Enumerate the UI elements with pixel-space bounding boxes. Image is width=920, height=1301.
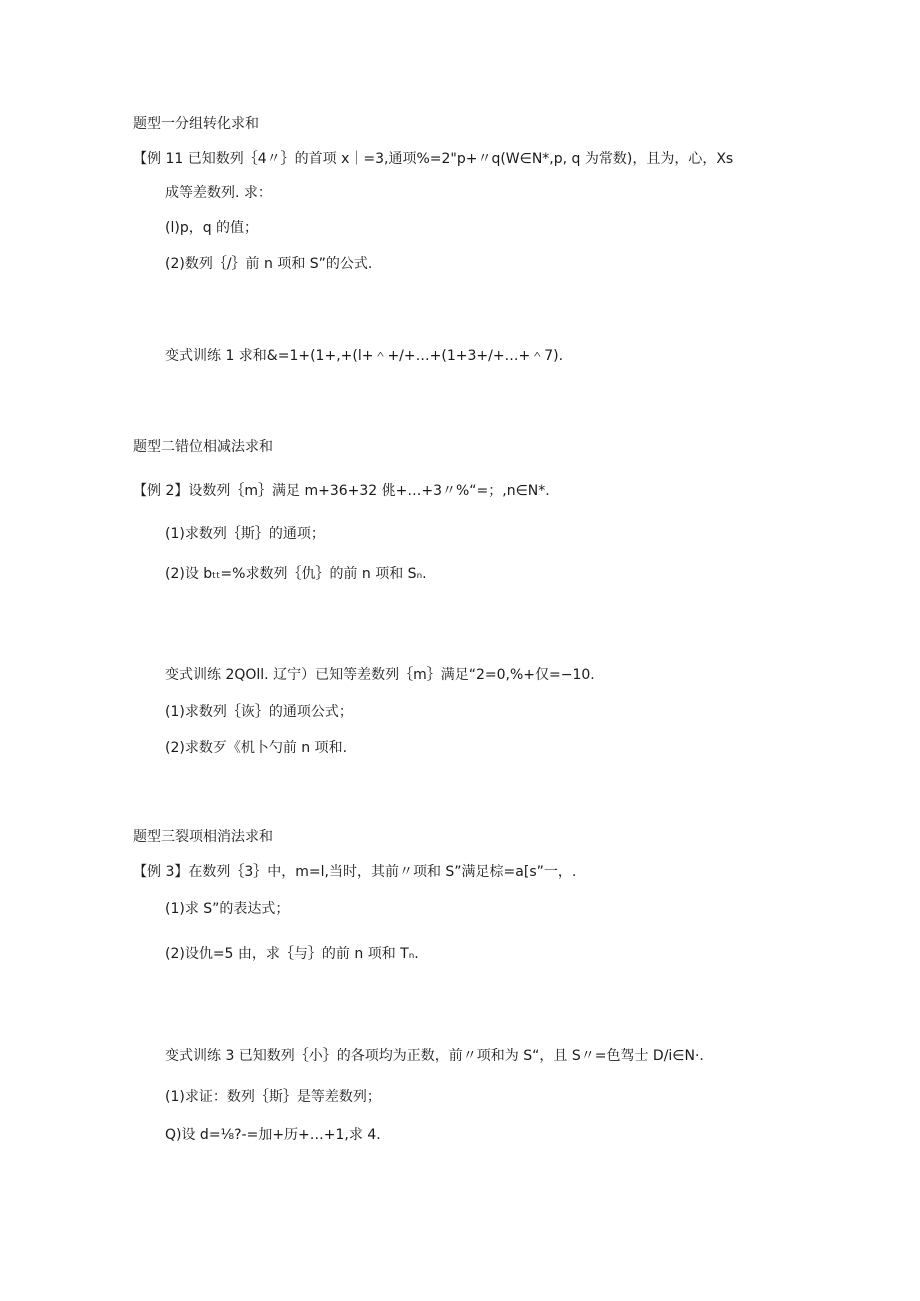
exercise-part: (1)求证：数列｛斯｝是等差数列； [165, 1089, 381, 1105]
section-heading: 题型一分组转化求和 [133, 116, 259, 132]
exercise-line: 变式训练 1 求和&=1+(1+,+(l+＾+/+…+(1+3+/+…+＾7). [165, 348, 564, 364]
example-line: 【例 11 已知数列｛4〃｝的首项 x｜=3,通项%=2"p+〃q(W∈N*,p, q 为常数)，且为，心，Xs [133, 151, 734, 167]
example-part: (1)求 S”的表达式； [165, 901, 290, 917]
example-part: (2)数列｛/｝前 n 项和 S”的公式. [165, 256, 373, 272]
section-heading: 题型二错位相减法求和 [133, 439, 273, 455]
section-heading: 题型三裂项相消法求和 [133, 829, 273, 845]
exercise-part: (1)求数列｛诙｝的通项公式； [165, 704, 353, 720]
exercise-line: 变式训练 3 已知数列｛小｝的各项均为正数，前〃项和为 S“，且 S〃=色驾士 D/i∈N·. [165, 1048, 704, 1064]
example-line: 成等差数列. 求： [165, 185, 272, 201]
example-line: 【例 3】在数列｛3｝中，m=l,当时，其前〃项和 S”满足棕=a[s”一，. [133, 864, 577, 880]
exercise-line: 变式训练 2QOll. 辽宁）已知等差数列｛m｝满足“2=0,%+仅=−10. [165, 667, 595, 683]
exercise-part: (2)求数歹《机卜勺前 n 项和. [165, 740, 348, 756]
example-part: (2)设 bₜₜ=%求数列｛仇｝的前 n 项和 Sₙ. [165, 566, 427, 582]
example-part: (l)p，q 的值； [165, 220, 259, 236]
example-part: (1)求数列｛斯｝的通项； [165, 526, 325, 542]
exercise-part: Q)设 d=⅛?-=加+历+…+1,求 4. [165, 1127, 381, 1143]
example-line: 【例 2】设数列｛m｝满足 m+36+32 佻+…+3〃%“=；,n∈N*. [133, 483, 550, 499]
example-part: (2)设仇=5 由，求｛与｝的前 n 项和 Tₙ. [165, 946, 419, 962]
